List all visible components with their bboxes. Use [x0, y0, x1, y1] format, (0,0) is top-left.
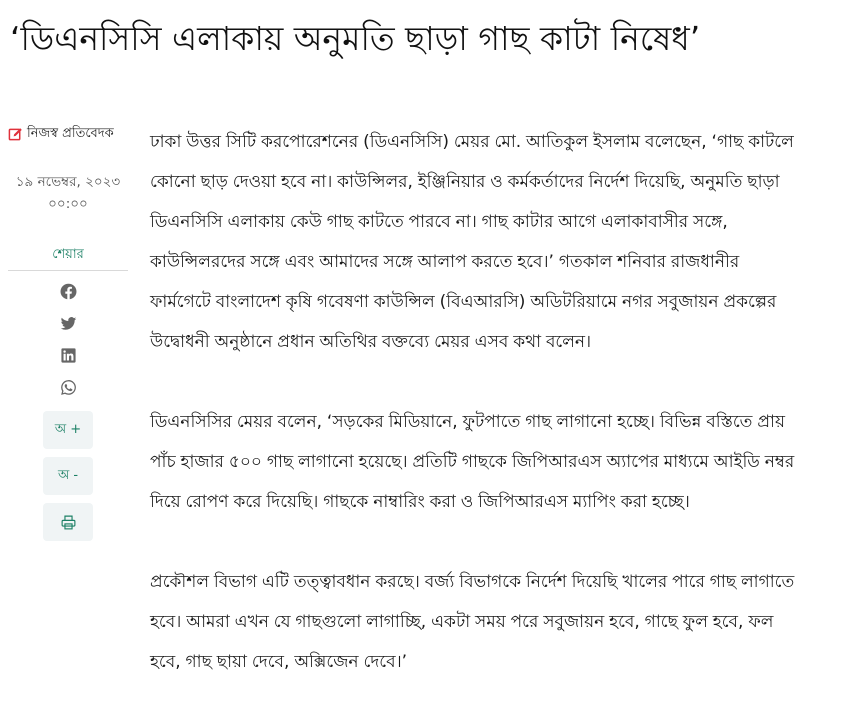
twitter-icon: [60, 315, 77, 332]
print-button[interactable]: [43, 503, 93, 541]
share-label: শেয়ার: [8, 245, 128, 271]
linkedin-icon: [60, 347, 77, 364]
share-facebook-button[interactable]: [56, 279, 80, 303]
share-twitter-button[interactable]: [56, 311, 80, 335]
article-meta-sidebar: [8, 124, 128, 541]
facebook-icon: [60, 283, 77, 300]
article-body: [150, 122, 838, 702]
font-decrease-button[interactable]: অ -: [43, 457, 93, 495]
share-list: [8, 275, 128, 541]
publish-time: ০০:০০: [48, 196, 88, 212]
publish-date: [8, 171, 128, 215]
article-paragraph-1: ঢাকা উত্তর সিটি করপোরেশনের (ডিএনসিসি) মেয়র মো. আতিকুল ইসলাম বলেছেন, ‘গাছ কাটলে কোনো ছাড় দেওয়া হবে না। কাউন্সিলর, ইঞ্জিনিয়ার ও কর্মকর্তাদের নির্দেশ দিয়েছি, অনুমতি ছাড়া ডিএনসিসি এলাকায় কেউ গাছ কাটতে পারবে না। গাছ কাটার আগে এলাকাবাসীর সঙ্গে, কাউন্সিলরদের সঙ্গে এবং আমাদের সঙ্গে আলাপ করতে হবে।’ গতকাল শনিবার রাজধানীর ফার্মগেটে বাংলাদেশ কৃষি গবেষণা কাউন্সিল (বিএআরসি) অডিটরিয়ামে নগর সবুজায়ন প্রকল্পের উদ্বোধনী অনুষ্ঠানে প্রধান অতিথির বক্তব্যে মেয়র এসব কথা বলেন।: [150, 132, 794, 352]
share-linkedin-button[interactable]: [56, 343, 80, 367]
font-increase-button[interactable]: অ +: [43, 411, 93, 449]
whatsapp-icon: [60, 379, 77, 396]
share-whatsapp-button[interactable]: [56, 375, 80, 399]
publish-day: ১৯ নভেম্বর, ২০২৩: [15, 174, 121, 190]
article-paragraph-3: প্রকৌশল বিভাগ এটি তত্ত্বাবধান করছে। বর্জ্য বিভাগকে নির্দেশ দিয়েছি খালের পারে গাছ লাগাতে হবে। আমরা এখন যে গাছগুলো লাগাচ্ছি, একটা সময় পরে সবুজায়ন হবে, গাছে ফুল হবে, ফল হবে, গাছ ছায়া দেবে, অক্সিজেন দেবে।’: [150, 572, 795, 672]
article-paragraph-2: ডিএনসিসির মেয়র বলেন, ‘সড়কের মিডিয়ানে, ফুটপাতে গাছ লাগানো হচ্ছে। বিভিন্ন বস্তিতে প্রায় পাঁচ হাজার ৫০০ গাছ লাগানো হয়েছে। প্রতিটি গাছকে জিপিআরএস অ্যাপের মাধ্যমে আইডি নম্বর দিয়ে রোপণ করে দিয়েছি। গাছকে নাম্বারিং করা ও জিপিআরএস ম্যাপিং করা হচ্ছে।: [150, 412, 795, 512]
headline: ‘ডিএনসিসি এলাকায় অনুমতি ছাড়া গাছ কাটা নিষেধ’: [10, 19, 701, 58]
author-byline[interactable]: [8, 124, 128, 145]
print-icon: [60, 514, 77, 531]
author-name: নিজস্ব প্রতিবেদক: [27, 126, 114, 141]
edit-pen-icon: [8, 127, 23, 142]
